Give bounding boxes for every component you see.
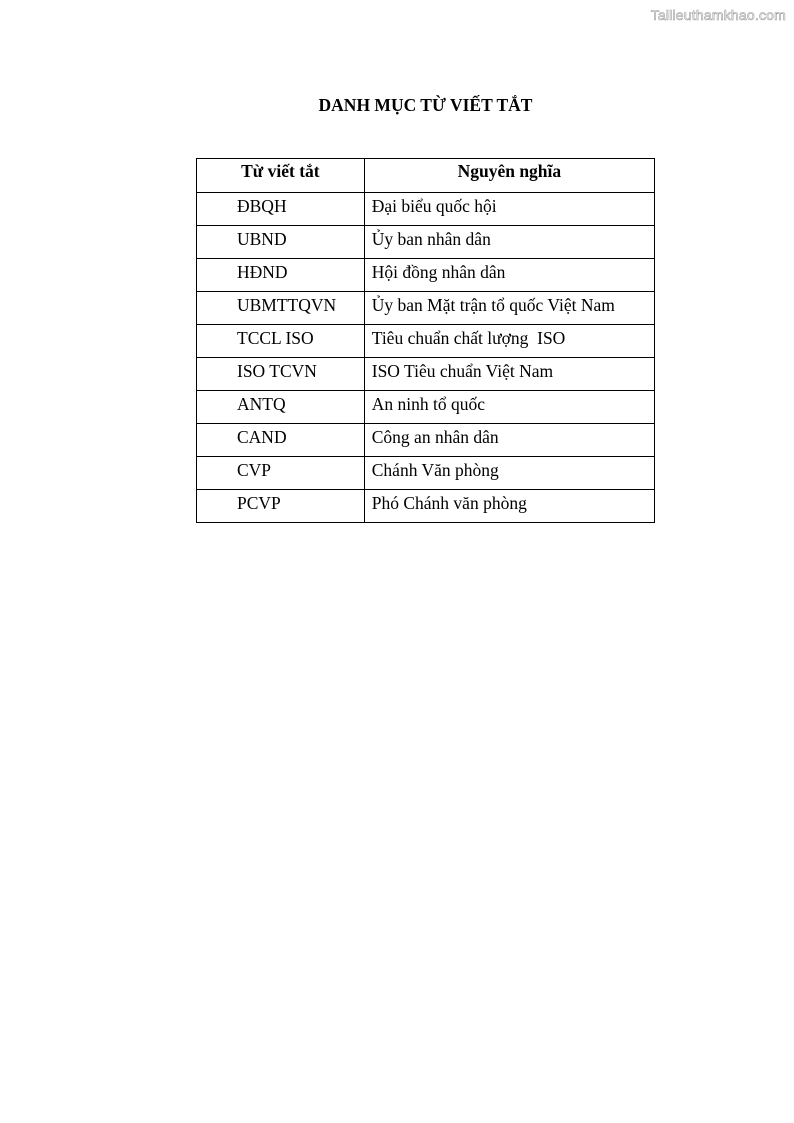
table-row: [197, 226, 655, 259]
abbreviation-cell: UBND: [197, 226, 365, 259]
abbreviation-cell: CAND: [197, 424, 365, 457]
meaning-cell: Chánh Văn phòng: [364, 457, 654, 490]
table-row: [197, 292, 655, 325]
abbreviation-cell: TCCL ISO: [197, 325, 365, 358]
abbreviation-cell: UBMTTQVN: [197, 292, 365, 325]
meaning-cell: Phó Chánh văn phòng: [364, 490, 654, 523]
meaning-cell: Hội đồng nhân dân: [364, 259, 654, 292]
table-header-row: [197, 159, 655, 193]
meaning-cell: Đại biểu quốc hội: [364, 193, 654, 226]
header-meaning: Nguyên nghĩa: [364, 159, 654, 193]
table-row: [197, 325, 655, 358]
table-row: [197, 358, 655, 391]
page-title: DANH MỤC TỪ VIẾT TẮT: [318, 95, 533, 115]
meaning-cell: Tiêu chuẩn chất lượng ISO: [364, 325, 654, 358]
meaning-cell: Ủy ban nhân dân: [364, 226, 654, 259]
abbreviation-table: [196, 158, 655, 523]
abbreviation-cell: ISO TCVN: [197, 358, 365, 391]
table-row: [197, 424, 655, 457]
watermark-text: Tailieuthamkhao.com: [650, 7, 786, 23]
table-row: [197, 259, 655, 292]
meaning-cell: An ninh tổ quốc: [364, 391, 654, 424]
table-row: [197, 490, 655, 523]
table-row: [197, 391, 655, 424]
header-abbreviation: Từ viết tắt: [197, 159, 365, 193]
meaning-cell: ISO Tiêu chuẩn Việt Nam: [364, 358, 654, 391]
abbreviation-cell: CVP: [197, 457, 365, 490]
abbreviation-cell: HĐND: [197, 259, 365, 292]
abbreviation-cell: ANTQ: [197, 391, 365, 424]
abbreviation-cell: PCVP: [197, 490, 365, 523]
abbreviation-cell: ĐBQH: [197, 193, 365, 226]
meaning-cell: Công an nhân dân: [364, 424, 654, 457]
table-row: [197, 193, 655, 226]
meaning-cell: Ủy ban Mặt trận tổ quốc Việt Nam: [364, 292, 654, 325]
table-row: [197, 457, 655, 490]
